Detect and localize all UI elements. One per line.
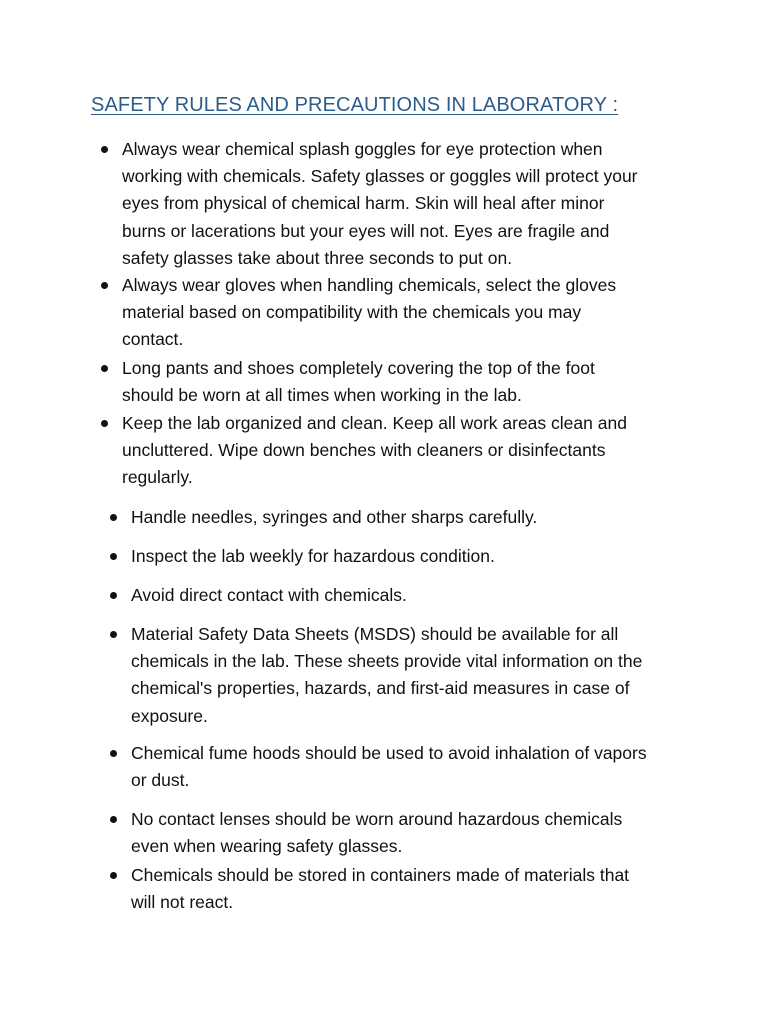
list-item-text-line: working with chemicals. Safety glasses or goggles will protect your (122, 166, 638, 187)
list-item-text-line: burns or lacerations but your eyes will not. Eyes are fragile and (122, 220, 610, 241)
list-item (122, 272, 616, 354)
list-item (122, 410, 627, 492)
list-item-text-line: Avoid direct contact with chemicals. (131, 585, 407, 605)
list-item (131, 621, 642, 730)
list-item (131, 504, 537, 531)
list-item-text-line: Material Safety Data Sheets (MSDS) should be available for all (131, 624, 619, 644)
list-item-text-line: No contact lenses should be worn around hazardous chemicals (131, 809, 623, 829)
list-item-text-line: Keep the lab organized and clean. Keep all work areas clean and (122, 413, 627, 433)
bullet-icon (101, 420, 108, 427)
bullet-icon (110, 750, 117, 757)
list-item-text-line: or dust. (131, 770, 190, 791)
list-item-text-line: chemical's properties, hazards, and first-aid measures in case of (131, 678, 630, 699)
list-item-text-line: regularly. (122, 467, 193, 488)
list-item-text-line: Handle needles, syringes and other sharps carefully. (131, 507, 538, 527)
list-item-text-line: Chemical fume hoods should be used to avoid inhalation of vapors (131, 743, 647, 763)
list-item (131, 740, 647, 794)
document-title: SAFETY RULES AND PRECAUTIONS IN LABORATORY : (91, 94, 619, 116)
list-item-text-line: safety glasses take about three seconds to put on. (122, 247, 513, 268)
list-item-text-line: uncluttered. Wipe down benches with cleaners or disinfectants (122, 440, 606, 461)
list-item-text-line: Long pants and shoes completely covering the top of the foot (122, 358, 595, 378)
list-item-text-line: Always wear gloves when handling chemicals, select the gloves (122, 275, 617, 295)
list-item-text-line: will not react. (131, 892, 234, 913)
list-item-text-line: Always wear chemical splash goggles for eye protection when (122, 139, 603, 159)
bullet-icon (110, 514, 117, 521)
list-item-text-line: eyes from physical of chemical harm. Skin will heal after minor (122, 193, 605, 214)
list-item-text-line: even when wearing safety glasses. (131, 836, 403, 857)
bullet-icon (110, 631, 117, 638)
list-item (131, 862, 629, 916)
bullet-icon (101, 282, 108, 289)
list-item-text-line: Chemicals should be stored in containers made of materials that (131, 865, 630, 885)
list-item-text-line: exposure. (131, 705, 208, 726)
list-item (131, 543, 495, 570)
bullet-icon (101, 365, 108, 372)
list-item (131, 806, 622, 860)
list-item-text-line: Inspect the lab weekly for hazardous condition. (131, 546, 495, 566)
bullet-icon (110, 872, 117, 879)
list-item-text-line: chemicals in the lab. These sheets provide vital information on the (131, 651, 643, 672)
bullet-icon (110, 592, 117, 599)
bullet-icon (101, 146, 108, 153)
bullet-icon (110, 553, 117, 560)
list-item (122, 136, 638, 272)
list-item-text-line: should be worn at all times when working in the lab. (122, 385, 522, 406)
list-item (122, 355, 595, 409)
list-item-text-line: contact. (122, 329, 184, 350)
list-item-text-line: material based on compatibility with the chemicals you may (122, 302, 582, 323)
list-item (131, 582, 407, 609)
bullet-icon (110, 816, 117, 823)
